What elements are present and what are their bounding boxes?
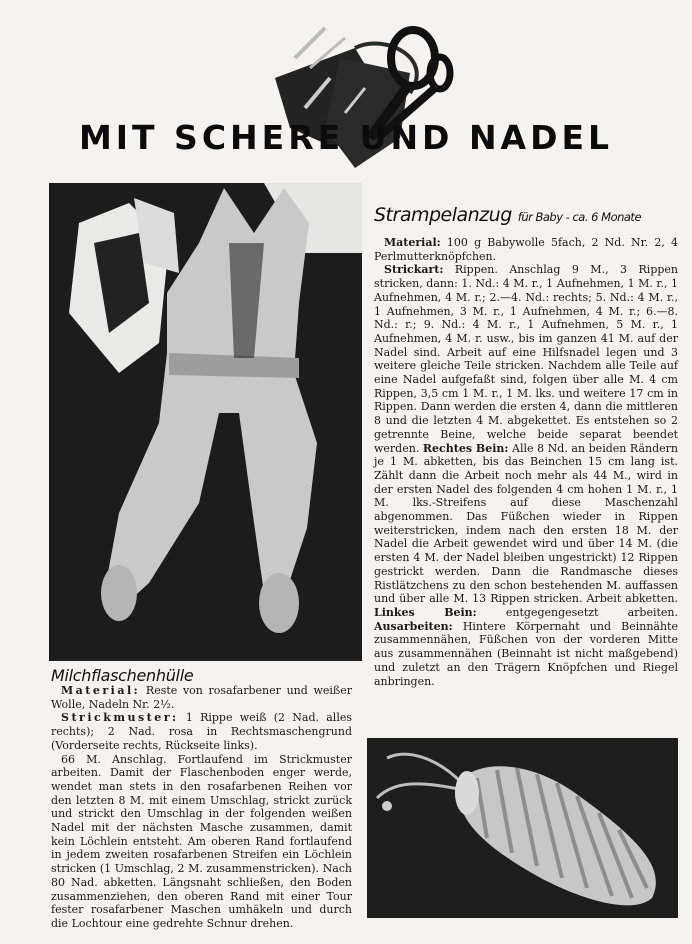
bottle-material-label: Material: xyxy=(61,684,141,697)
romper-rechtes-label: Rechtes Bein: xyxy=(422,441,509,455)
romper-ausarbeiten-text: Hintere Körpernaht und Beinnähte zusammennähen, Füßchen von der vorderen Mitte aus zusammennähen (Beinnaht ist nicht maßgebend) und zuletzt an den Trägern Knöpfchen und Riegel anbringen. xyxy=(374,619,678,688)
romper-rechtes-text: Alle 8 Nd. an beiden Rändern je 1 M. abketten, bis das Beinchen 15 cm lang ist. Zählt dann die Arbeit noch mehr als 44 M., wird in der ersten Nadel des folgenden 4 cm hohen 1 M. r., 1 M. lks.-Streifens auf diese Maschenzahl abgenommen. Das Füßchen wieder in Rippen weiterstricken, indem nach den ersten 18 M. der Nadel die Arbeit gewendet wird und über 14 M. (die ersten 4 M. der Nadel bleiben ungestrickt) 12 Rippen gestrickt werden. Dann die Randmasche dieses Ristlätzchens zu den schon bestehenden M. auffassen und über alle M. 13 Rippen stricken. Arbeit abketten. xyxy=(374,441,678,606)
bottle-body-text: 66 M. Anschlag. Fortlaufend im Strickmuster arbeiten. Damit der Flaschenboden enger werde, wendet man stets in den rosafarbenen Reihen vor den letzten 8 M. mit einem Umschlag, strickt zurück und strickt den Umschlag in der folgenden weißen Nadel mit der nächsten Masche zusammen, damit kein Löchlein entsteht. Am oberen Rand fortlaufend in jedem zweiten rosafarbenen Streifen ein Löchlein stricken (1 Umschlag, 2 M. zusammenstricken). Nach 80 Nad. abketten. Längsnaht schließen, den Boden zusammenziehen, den oberen Rand mit einer Tour fester rosafarbener Maschen umhäkeln und durch die Lochtour eine gedrehte Schnur drehen. xyxy=(51,752,352,930)
romper-linkes-label: Linkes Bein: xyxy=(374,605,477,619)
page-title: MIT SCHERE UND NADEL xyxy=(78,118,614,157)
romper-instructions xyxy=(374,236,678,688)
romper-strickart-label: Strickart: xyxy=(384,263,444,277)
bottle-strickmuster-label: Strickmuster: xyxy=(61,711,179,725)
romper-subtitle: für Baby - ca. 6 Monate xyxy=(517,210,642,224)
romper-strickart-text: Rippen. Anschlag 9 M., 3 Rippen stricken, dann: 1. Nd.: 4 M. r., 1 Aufnehmen, 1 M. r., 1 Aufnehmen, 4 M. r.; 2.—4. Nd.: rechts; 5. Nd.: 4 M. r., 1 Aufnehmen, 3 M. r., 1 Aufnehmen, 4 M. r.; 6.—8. Nd.: r.; 9. Nd.: 4 M. r., 1 Aufnehmen, 5 M. r., 1 Aufnehmen, 4 M. r. usw., bis im ganzen 41 M. auf der Nadel sind. Arbeit auf eine Hilfsnadel legen und 3 weitere gleiche Teile stricken. Nachdem alle Teile auf eine Nadel aufgefaßt sind, folgen über alle M. 4 cm Rippen, 3,5 cm 1 M. r., 1 M. lks. und weitere 17 cm in Rippen. Dann werden die ersten 4, dann die mittleren 8 und die letzten 4 M. abgekettet. Es entstehen so 2 getrennte Beine, welche beide separat beendet werden. xyxy=(374,263,678,455)
bottle-material-text: Reste von rosafarbener und weißer Wolle, Nadeln Nr. 2½. xyxy=(51,684,353,711)
bottle-strickmuster-text: 1 Rippe weiß (2 Nad. alles rechts); 2 Nad. rosa in Rechtsmaschengrund (Vorderseite rechts, Rückseite links). xyxy=(51,711,352,752)
romper-title-main: Strampelanzug xyxy=(374,204,512,226)
bottle-cover-photo xyxy=(367,738,678,918)
bottle-instructions xyxy=(51,684,352,931)
bottle-title: Milchflaschenhülle xyxy=(51,666,194,685)
romper-material-label: Material: xyxy=(384,236,441,249)
romper-material-text: 100 g Babywolle 5fach, 2 Nd. Nr. 2, 4 Perlmutterknöpfchen. xyxy=(374,236,679,263)
romper-linkes-text: entgegengesetzt arbeiten. xyxy=(505,605,678,619)
romper-ausarbeiten-label: Ausarbeiten: xyxy=(374,619,453,633)
romper-title xyxy=(374,204,641,226)
romper-photo xyxy=(49,183,362,661)
